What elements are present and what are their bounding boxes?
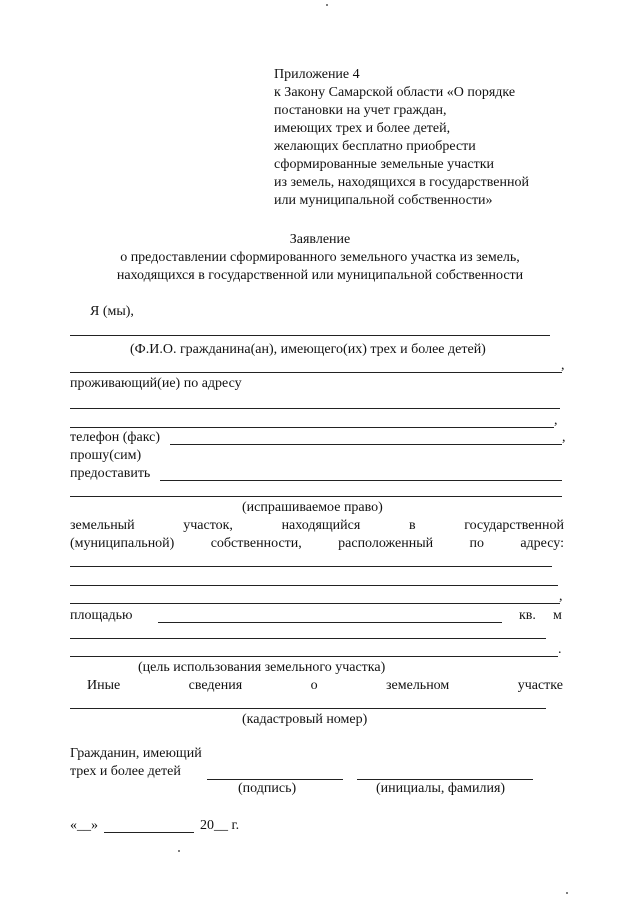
area-label: площадью [70,608,133,623]
word: о [310,678,318,693]
right-input-line[interactable] [70,496,562,497]
header-line: постановки на учет граждан, [274,103,447,118]
header-line: желающих бесплатно приобрести [274,139,476,154]
header-line: имеющих трех и более детей, [274,121,451,136]
request-label: прошу(сим) [70,448,142,463]
header-line: из земель, находящихся в государственной [274,175,529,190]
purpose-input-line-2[interactable] [70,656,558,657]
signer-label-line1: Гражданин, имеющий [70,746,202,761]
right-caption: (испрашиваемое право) [242,500,383,515]
cadastral-input-line[interactable] [70,708,546,709]
cadastral-caption: (кадастровый номер) [242,712,368,727]
word: расположенный [338,536,434,551]
word: (муниципальной) [70,536,175,551]
initials-caption: (инициалы, фамилия) [376,781,506,796]
signer-label-line2: трех и более детей [70,764,181,779]
fio-caption: (Ф.И.О. гражданина(ан), имеющего(их) трех и более детей) [130,342,486,357]
land-text-line-2 [70,536,564,552]
date-month-line[interactable] [104,832,194,833]
word: участке [517,678,563,693]
document-subtitle-line1: о предоставлении сформированного земельного участка из земель, [120,250,520,265]
scan-speck [326,4,328,6]
initials-line[interactable] [357,779,533,780]
other-info-line [87,678,563,694]
provide-label: предоставить [70,466,151,481]
word: земельный [70,518,135,533]
date-year: 20__ г. [200,818,240,833]
document-subtitle-line2: находящихся в государственной или муниципальной собственности [116,268,524,283]
scan-speck [566,892,568,894]
comma: , [559,589,563,604]
word: земельном [386,678,450,693]
address-label: проживающий(ие) по адресу [70,376,242,391]
land-address-line-3[interactable] [70,603,560,604]
header-line: или муниципальной собственности» [274,193,493,208]
header-line: Приложение 4 [274,67,360,82]
address-input-line-1[interactable] [70,408,560,409]
word: участок, [183,518,233,533]
period: . [558,642,562,657]
word: адресу: [520,536,564,551]
phone-input-line[interactable] [170,444,562,445]
phone-label: телефон (факс) [70,430,161,445]
comma: , [554,413,558,428]
word: по [469,536,484,551]
word: Иные [87,678,121,693]
document-title: Заявление [289,232,351,247]
scan-speck [178,850,180,852]
land-address-line-2[interactable] [70,585,558,586]
purpose-input-line-1[interactable] [70,638,546,639]
signature-caption: (подпись) [238,781,297,796]
fio-input-line-2[interactable] [70,372,562,373]
header-line: к Закону Самарской области «О порядке [274,85,516,100]
word: сведения [188,678,243,693]
signature-line[interactable] [207,779,343,780]
comma: , [561,358,565,373]
provide-input-line[interactable] [160,480,562,481]
purpose-caption: (цель использования земельного участка) [138,660,386,675]
word: собственности, [210,536,302,551]
date-day: «__» [70,818,98,833]
area-unit: м [553,608,562,623]
comma: , [562,430,566,445]
land-address-line-1[interactable] [70,566,552,567]
fio-input-line[interactable] [70,335,550,336]
land-text-line-1 [70,518,564,534]
area-input-line[interactable] [158,622,502,623]
word: в [408,518,416,533]
header-line: сформированные земельные участки [274,157,495,172]
area-unit: кв. [519,608,536,623]
word: государственной [464,518,564,533]
applicant-label: Я (мы), [90,304,134,319]
word: находящийся [281,518,361,533]
address-input-line-2[interactable] [70,427,554,428]
